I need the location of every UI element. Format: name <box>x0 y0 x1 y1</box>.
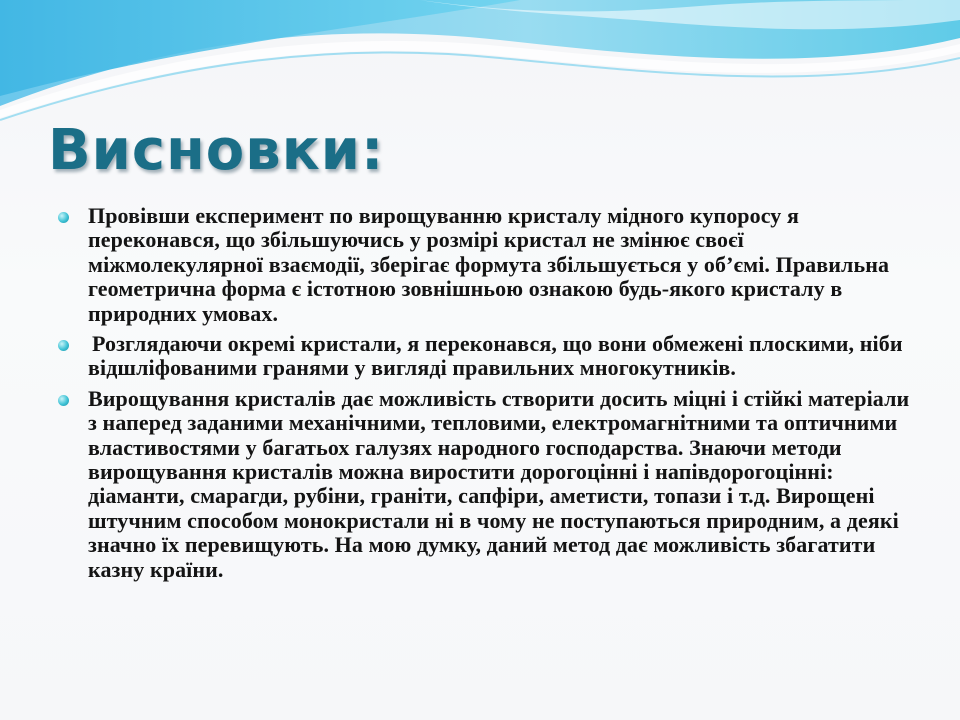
slide-title: Висновки: <box>48 118 385 183</box>
bullet-dot-icon <box>58 395 69 406</box>
header-wave-decoration <box>0 0 960 130</box>
bullet-dot-icon <box>58 212 69 223</box>
bullet-item <box>56 387 916 582</box>
bullet-list <box>56 204 916 588</box>
bullet-item <box>56 204 916 326</box>
bullet-item <box>56 332 916 381</box>
bullet-dot-icon <box>58 340 69 351</box>
bullet-text: Вирощування кристалів дає можливість створити досить міцні і стійкі матеріали з наперед заданими механічними, тепловими, електромагнітними та оптичними властивостями у багатьох галузях народного господарства. Знаючи методи вирощування кристалів можна виростити дорогоцінні і напівдорогоцінні: діаманти, смарагди, рубіни, граніти, сапфіри, аметисти, топази і т.д. Вирощені штучним способом монокристали ні в чому не поступаються природним, а деякі значно їх перевищують. На мою думку, даний метод дає можливість збагатити казну країни. <box>88 385 910 582</box>
bullet-text: Провівши експеримент по вирощуванню кристалу мідного купоросу я переконався, що збільшуючись у розмірі кристал не змінює своєї міжмолекулярної взаємодії, зберігає формутa збільшується у об’ємі. Правильна геометрична форма є істотною зовнішньою ознакою будь-якого кристалу в природних умовах. <box>88 203 890 326</box>
bullet-text: Розглядаючи окремі кристали, я переконався, що вони обмежені плоскими, ніби відшліфованими гранями у вигляді правильних многокутників. <box>88 331 903 381</box>
